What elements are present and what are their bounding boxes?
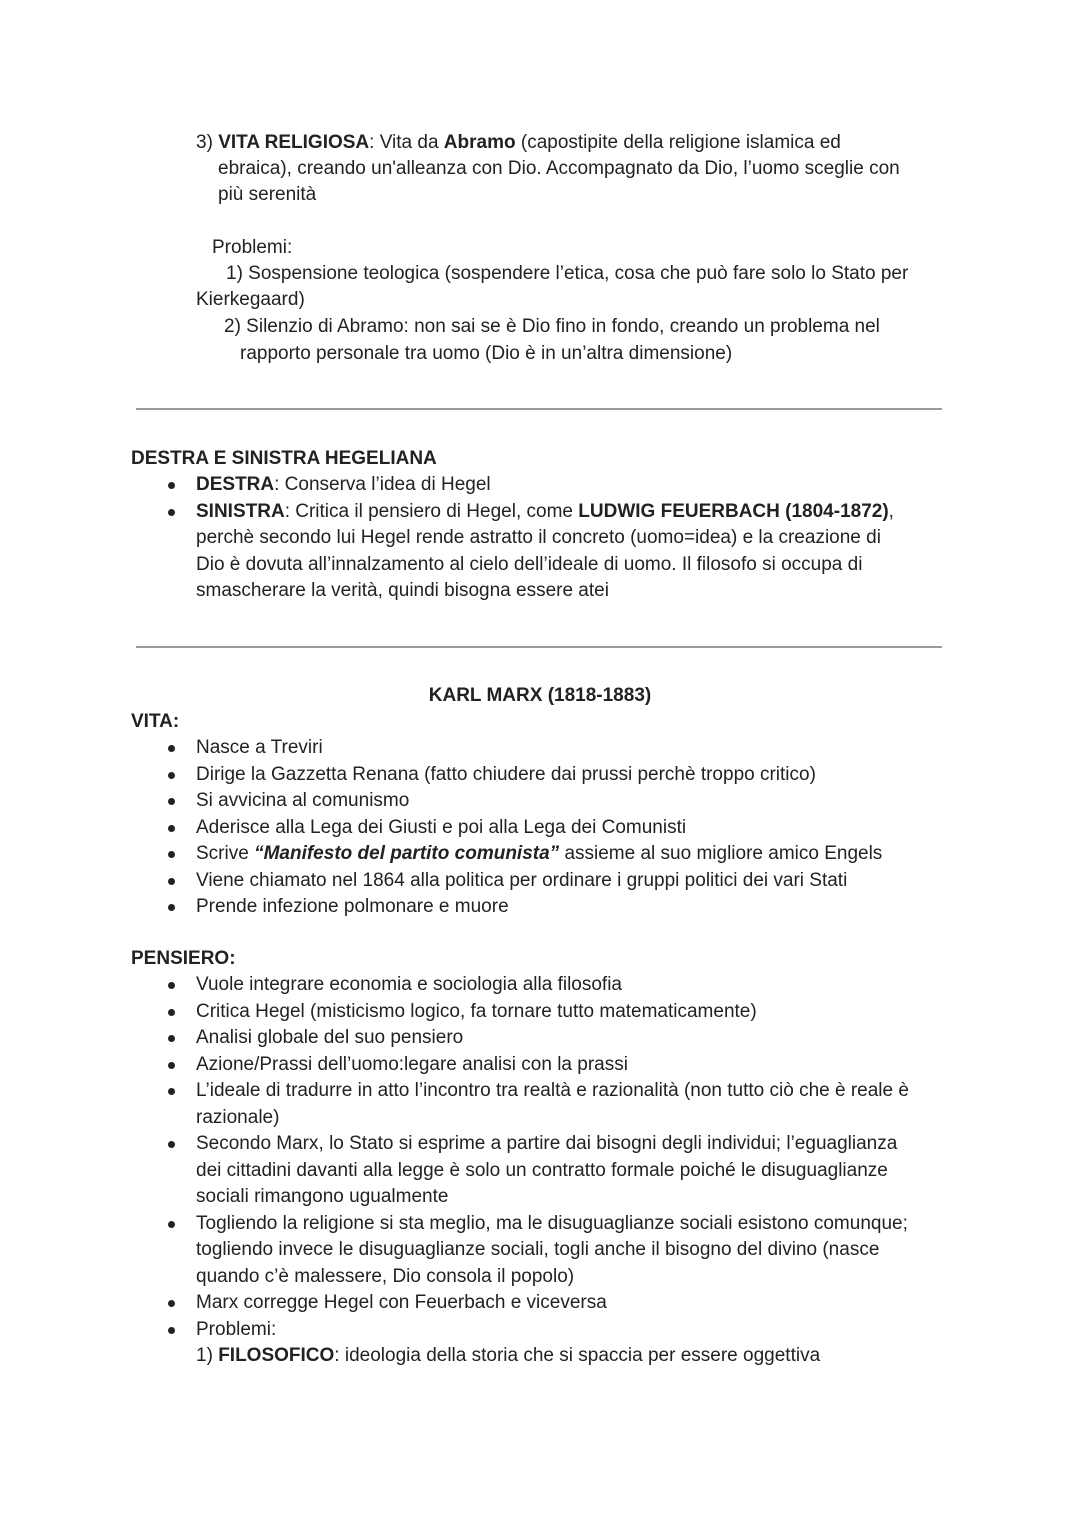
list-item: Prende infezione polmonare e muore (196, 894, 956, 921)
list-item-religione (196, 1211, 966, 1291)
sinistra-line-3: Dio è dovuta all’innalzamento al cielo dell’ideale di uomo. Il filosofo si occupa di (196, 553, 863, 575)
stato-line-2: dei cittadini davanti alla legge è solo un contratto formale poiché le disuguaglianze (196, 1159, 888, 1181)
stato-line-3: sociali rimangono ugualmente (196, 1186, 449, 1207)
list-item: Critica Hegel (misticismo logico, fa tornare tutto matematicamente) (196, 999, 966, 1026)
stato-line-1: Secondo Marx, lo Stato si esprime a partire dai bisogni degli individui; l’eguaglianza (196, 1133, 898, 1154)
list-item-scrive (196, 841, 956, 868)
destra-text: : Conserva l’idea di Hegel (274, 474, 491, 495)
destra-sinistra-list (196, 472, 956, 605)
sinistra-line-4: smascherare la verità, quindi bisogna essere atei (196, 580, 609, 601)
filosofico-text: : ideologia della storia che si spaccia per essere oggettiva (334, 1345, 821, 1366)
vita-heading: VITA: (131, 711, 180, 732)
list-item: Vuole integrare economia e sociologia alla filosofia (196, 972, 966, 999)
list-item-ideale (196, 1078, 966, 1131)
filosofico-label: FILOSOFICO (218, 1345, 335, 1366)
sinistra-line-2: perchè secondo lui Hegel rende astratto il concreto (uomo=idea) e la creazione di (196, 527, 881, 548)
marx-title: KARL MARX (1818-1883) (428, 685, 652, 706)
religiosa-problema-1-line1: 1) Sospensione teologica (sospendere l’etica, cosa che può fare solo lo Stato per (226, 263, 909, 284)
religiosa-line-3: più serenità (218, 184, 317, 205)
list-item-stato (196, 1131, 966, 1211)
pensiero-heading: PENSIERO: (131, 948, 236, 969)
feuerbach-bold: LUDWIG FEUERBACH (1804-1872) (578, 500, 889, 522)
manifesto-title: “Manifesto del partito comunista” (254, 843, 560, 864)
list-item-destra (196, 472, 956, 499)
religiosa-problema-1-line2: Kierkegaard) (196, 289, 305, 310)
list-item: Marx corregge Hegel con Feuerbach e viceversa (196, 1290, 966, 1317)
pensiero-list (196, 972, 966, 1370)
list-item-problemi (196, 1317, 966, 1370)
religione-line-3: quando c’è malessere, Dio consola il popolo) (196, 1265, 575, 1287)
destra-label: DESTRA (196, 474, 275, 495)
scrive-pre: Scrive (196, 843, 255, 864)
list-item: Nasce a Treviri (196, 735, 956, 762)
list-item-sinistra (196, 499, 956, 605)
list-item: Analisi globale del suo pensiero (196, 1025, 966, 1052)
vita-list (196, 735, 956, 921)
religiosa-line-1 (196, 130, 841, 157)
ideale-line-1: L’ideale di tradurre in atto l’incontro tra realtà e razionalità (non tutto ciò che è reale è (196, 1080, 909, 1101)
destra-sinistra-heading: DESTRA E SINISTRA HEGELIANA (131, 448, 437, 469)
religiosa-line-2: ebraica), creando un'alleanza con Dio. Accompagnato da Dio, l’uomo sceglie con (218, 158, 900, 179)
problemi-label: Problemi: (196, 1318, 277, 1340)
list-item: Azione/Prassi dell’uomo:legare analisi con la prassi (196, 1052, 966, 1079)
list-item: Viene chiamato nel 1864 alla politica per ordinare i gruppi politici dei vari Stati (196, 868, 956, 895)
religiosa-problema-2-line2: rapporto personale tra uomo (Dio è in un’altra dimensione) (240, 343, 733, 364)
religiosa-problemi-label: Problemi: (212, 237, 293, 258)
abramo-bold: Abramo (443, 132, 516, 153)
ideale-line-2: razionale) (196, 1106, 280, 1128)
divider-2 (136, 646, 942, 648)
list-item: Dirige la Gazzetta Renana (fatto chiudere dai prussi perchè troppo critico) (196, 762, 956, 789)
religione-line-1: Togliendo la religione si sta meglio, ma le disuguaglianze sociali esistono comunque; (196, 1212, 908, 1234)
sinistra-comma: , (888, 500, 894, 522)
religiosa-number: 3) (196, 132, 219, 153)
scrive-post: assieme al suo migliore amico Engels (559, 843, 883, 864)
religiosa-sep: : Vita da (369, 132, 444, 153)
divider-1 (136, 408, 942, 410)
religiosa-title: VITA RELIGIOSA (218, 132, 370, 153)
religione-line-2: togliendo invece le disuguaglianze sociali, togli anche il bisogno del divino (nasce (196, 1239, 880, 1260)
filosofico-number: 1) (196, 1345, 219, 1366)
list-item: Si avvicina al comunismo (196, 788, 956, 815)
list-item: Aderisce alla Lega dei Giusti e poi alla Lega dei Comunisti (196, 815, 956, 842)
religiosa-problema-2-line1: 2) Silenzio di Abramo: non sai se è Dio fino in fondo, creando un problema nel (224, 316, 880, 337)
religiosa-line1-rest: (capostipite della religione islamica ed (515, 132, 841, 153)
sinistra-label: SINISTRA (196, 500, 285, 522)
sinistra-text: : Critica il pensiero di Hegel, come (284, 500, 579, 522)
